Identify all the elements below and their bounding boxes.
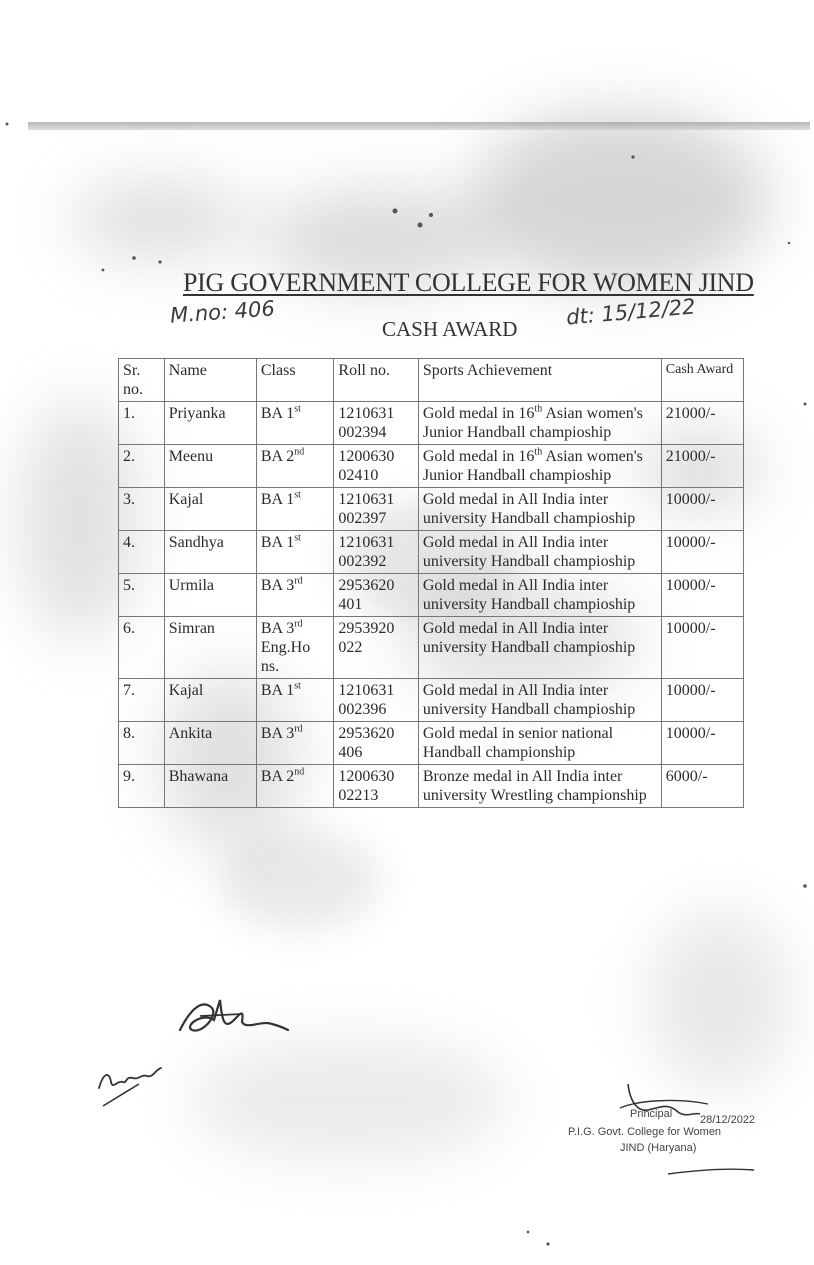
stamp-principal: Principal xyxy=(630,1108,673,1120)
cell-sr: 9. xyxy=(119,765,165,808)
cell-achievement xyxy=(418,402,661,445)
stamp-location: JIND (Haryana) xyxy=(620,1142,697,1154)
cell-cash: 6000/- xyxy=(661,765,743,808)
cell-name: Sandhya xyxy=(164,531,256,574)
cell-sr: 5. xyxy=(119,574,165,617)
class-base: BA 3 xyxy=(260,577,295,594)
class-base: BA 1 xyxy=(260,491,295,508)
table-row xyxy=(119,574,744,617)
achievement-text: Gold medal in 16 xyxy=(422,405,535,422)
cell-class xyxy=(256,617,334,679)
table-row xyxy=(119,445,744,488)
achievement-text: Bronze medal in All India inter university Wrestling championship xyxy=(422,768,647,804)
cell-sr: 6. xyxy=(119,617,165,679)
class-sup: st xyxy=(294,489,301,501)
cell-class xyxy=(256,488,334,531)
achievement-text: Gold medal in All India inter university Handball champioship xyxy=(422,491,636,527)
class-base: BA 1 xyxy=(260,534,295,551)
cell-roll: 2953620 406 xyxy=(334,722,418,765)
cell-achievement xyxy=(418,445,661,488)
class-extra: Eng.Ho ns. xyxy=(260,639,311,675)
achievement-text: Gold medal in All India inter university Handball champioship xyxy=(422,682,636,718)
page-title: PIG GOVERNMENT COLLEGE FOR WOMEN JIND xyxy=(183,268,754,297)
header-roll: Roll no. xyxy=(334,359,418,402)
cell-sr: 1. xyxy=(119,402,165,445)
cell-sr: 7. xyxy=(119,679,165,722)
cell-cash: 10000/- xyxy=(661,617,743,679)
cell-name: Meenu xyxy=(164,445,256,488)
cash-award-table xyxy=(118,358,744,808)
achievement-text-cont: Asian women's Junior Handball champioship xyxy=(422,405,643,441)
handwritten-date: dt: 15/12/22 xyxy=(565,294,697,330)
achievement-text-cont: Asian women's Junior Handball champioship xyxy=(422,448,643,484)
cell-class xyxy=(256,722,334,765)
cell-sr: 8. xyxy=(119,722,165,765)
header-class: Class xyxy=(256,359,334,402)
cell-name: Priyanka xyxy=(164,402,256,445)
cell-cash: 10000/- xyxy=(661,531,743,574)
cell-achievement xyxy=(418,679,661,722)
achievement-sup: th xyxy=(534,403,543,415)
cell-achievement xyxy=(418,765,661,808)
achievement-text: Gold medal in 16 xyxy=(422,448,535,465)
cell-roll: 1200630 02410 xyxy=(334,445,418,488)
table-row xyxy=(119,402,744,445)
cell-class xyxy=(256,765,334,808)
achievement-sup: th xyxy=(534,446,543,458)
cell-achievement xyxy=(418,531,661,574)
cell-sr: 3. xyxy=(119,488,165,531)
cell-name: Urmila xyxy=(164,574,256,617)
table-row xyxy=(119,531,744,574)
cell-class xyxy=(256,531,334,574)
achievement-text: Gold medal in All India inter university Handball champioship xyxy=(422,620,636,656)
cell-achievement xyxy=(418,722,661,765)
header-achievement: Sports Achievement xyxy=(418,359,661,402)
class-base: BA 3 xyxy=(260,725,295,742)
cell-cash: 10000/- xyxy=(661,574,743,617)
document-subtitle: CASH AWARD xyxy=(382,317,518,341)
class-base: BA 2 xyxy=(260,448,295,465)
memo-number: M.no: 406 xyxy=(169,296,276,328)
class-sup: st xyxy=(294,680,301,692)
cell-roll: 1210631 002394 xyxy=(334,402,418,445)
cell-achievement xyxy=(418,617,661,679)
cell-name: Kajal xyxy=(164,679,256,722)
class-sup: st xyxy=(294,403,301,415)
achievement-text: Gold medal in senior national Handball championship xyxy=(422,725,614,761)
cell-name: Kajal xyxy=(164,488,256,531)
handwritten-signature xyxy=(172,990,292,1050)
cell-roll: 1200630 02213 xyxy=(334,765,418,808)
class-sup: st xyxy=(294,532,301,544)
header-name: Name xyxy=(164,359,256,402)
cell-sr: 2. xyxy=(119,445,165,488)
cell-class xyxy=(256,574,334,617)
cell-name: Simran xyxy=(164,617,256,679)
achievement-text: Gold medal in All India inter university Handball champioship xyxy=(422,577,636,613)
table-row xyxy=(119,617,744,679)
header-sr: Sr. no. xyxy=(119,359,165,402)
cell-class xyxy=(256,679,334,722)
cell-achievement xyxy=(418,488,661,531)
table-row xyxy=(119,722,744,765)
scan-edge-line xyxy=(28,122,810,130)
class-base: BA 1 xyxy=(260,682,295,699)
cell-sr: 4. xyxy=(119,531,165,574)
cell-name: Ankita xyxy=(164,722,256,765)
cell-roll: 1210631 002396 xyxy=(334,679,418,722)
cell-cash: 21000/- xyxy=(661,402,743,445)
cell-name: Bhawana xyxy=(164,765,256,808)
cell-roll: 1210631 002392 xyxy=(334,531,418,574)
cell-roll: 1210631 002397 xyxy=(334,488,418,531)
class-sup: rd xyxy=(294,575,303,587)
class-base: BA 2 xyxy=(260,768,295,785)
cell-cash: 10000/- xyxy=(661,679,743,722)
class-sup: rd xyxy=(294,618,303,630)
class-base: BA 3 xyxy=(260,620,295,637)
table-row xyxy=(119,488,744,531)
cell-cash: 10000/- xyxy=(661,488,743,531)
stamp-signed-date: 28/12/2022 xyxy=(700,1114,756,1126)
class-base: BA 1 xyxy=(260,405,295,422)
cell-class xyxy=(256,445,334,488)
table-row xyxy=(119,679,744,722)
class-sup: nd xyxy=(294,446,305,458)
achievement-text: Gold medal in All India inter university Handball champioship xyxy=(422,534,636,570)
header-cash: Cash Award xyxy=(661,359,743,402)
cell-class xyxy=(256,402,334,445)
cell-achievement xyxy=(418,574,661,617)
initials-signature xyxy=(95,1060,175,1110)
table-body xyxy=(119,402,744,808)
table-row xyxy=(119,765,744,808)
cell-cash: 21000/- xyxy=(661,445,743,488)
cell-roll: 2953920 022 xyxy=(334,617,418,679)
class-sup: rd xyxy=(294,723,303,735)
cell-cash: 10000/- xyxy=(661,722,743,765)
class-sup: nd xyxy=(294,766,305,778)
stamp-college: P.I.G. Govt. College for Women xyxy=(568,1126,722,1138)
cell-roll: 2953620 401 xyxy=(334,574,418,617)
table-header-row xyxy=(119,359,744,402)
